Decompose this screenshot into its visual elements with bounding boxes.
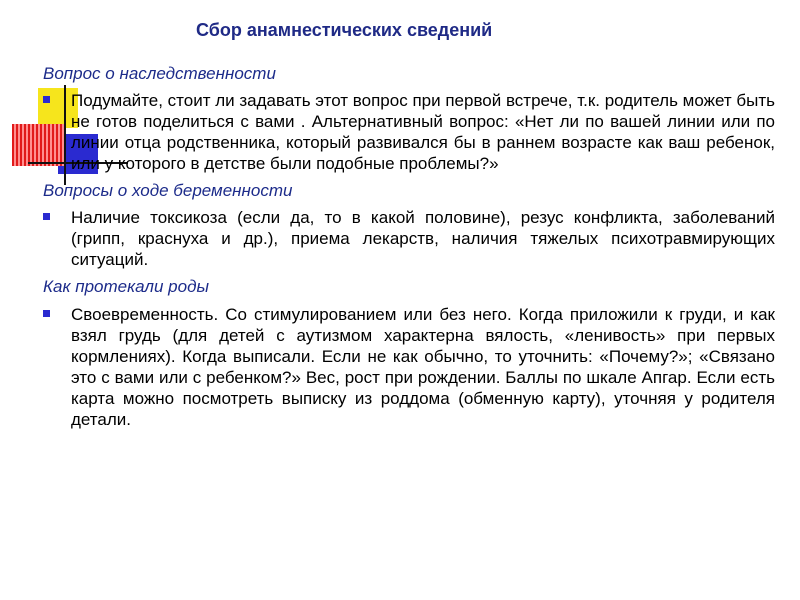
section-heading-birth: Как протекали роды [43, 277, 209, 296]
bullet-marker [43, 310, 50, 317]
section-text-heredity: Подумайте, стоит ли задавать этот вопрос при первой встрече, т.к. родитель может быть не готов поделиться с вами . Альтернативный вопрос: «Нет ли по вашей линии или по линии отца родственника, который развивался бы в раннем возрасте как ваш ребенок, или у которого в детстве были подобные проблемы?» [71, 91, 775, 173]
bullet-marker [43, 96, 50, 103]
decorative-vertical-line [64, 85, 66, 185]
section-text-birth: Своевременность. Со стимулированием или без него. Когда приложили к груди, и как взял грудь (для детей с аутизмом характерна вялость, «ленивость» при первых кормлениях). Когда выписали. Если не как обычно, то уточнить: «Почему?»; «Связано это с вами или с ребенком?» Вес, рост при рождении. Баллы по шкале Апгар. Если есть карта можно посмотреть выписку из роддома (обменную карту), уточняя у родителя детали. [71, 305, 775, 429]
section-heading-pregnancy: Вопросы о ходе беременности [43, 181, 293, 200]
slide-title: Сбор анамнестических сведений [196, 20, 493, 40]
bullet-marker [43, 213, 50, 220]
section-text-pregnancy: Наличие токсикоза (если да, то в какой половине), резус конфликта, заболеваний (грипп, краснуха и др.), приема лекарств, наличия тяжелых психотравмирующих ситуаций. [71, 208, 775, 269]
decorative-red-square [12, 124, 64, 166]
section-heading-heredity: Вопрос о наследственности [43, 64, 276, 83]
